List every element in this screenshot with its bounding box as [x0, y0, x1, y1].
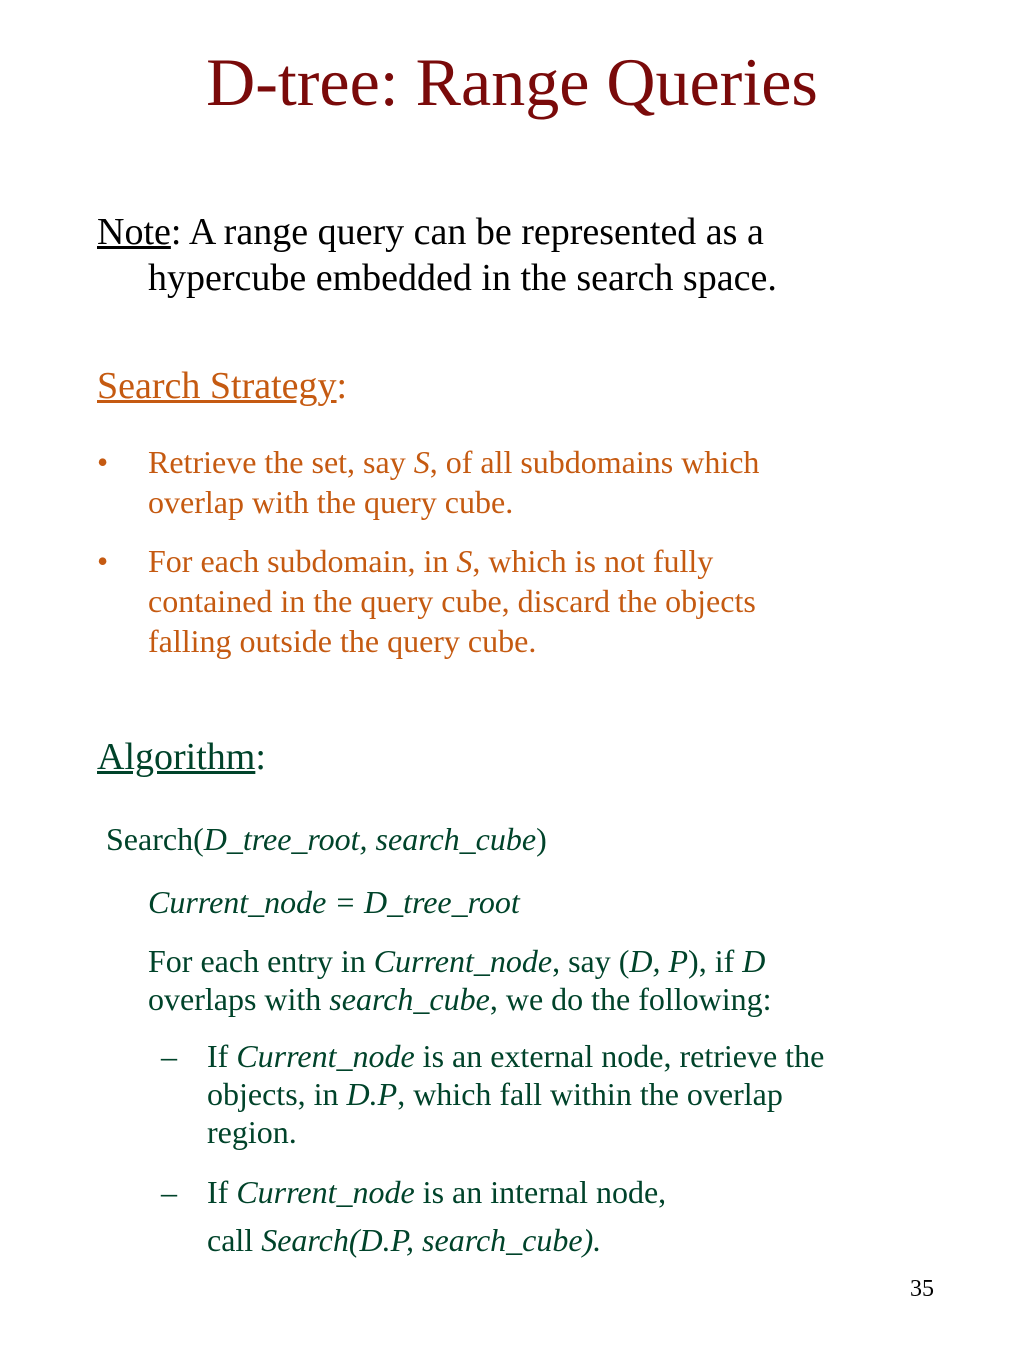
strategy-bullet-1: • Retrieve the set, say S, of all subdomains which overlap with the query cube.	[97, 444, 760, 520]
algorithm-foreach: For each entry in Current_node, say (D, P), if D overlaps with search_cube, we do the following:	[148, 943, 772, 1017]
bullet-marker: •	[97, 543, 109, 579]
dash-marker: –	[161, 1174, 177, 1210]
note-line-2: hypercube embedded in the search space.	[148, 257, 777, 299]
strategy-bullet-2: • For each subdomain, in S, which is not fully contained in the query cube, discard the objects falling outside the query cube.	[97, 543, 756, 659]
note-line-1: A range query can be represented as a	[181, 211, 764, 253]
strategy-heading: Search Strategy:	[97, 365, 348, 407]
slide-title: D-tree: Range Queries	[206, 44, 818, 120]
algorithm-signature: Search(D_tree_root, search_cube)	[106, 821, 547, 857]
note-paragraph: Note: A range query can be represented as a hypercube embedded in the search space.	[97, 209, 957, 301]
page-number: 35	[910, 1276, 934, 1302]
algorithm-case-internal: – If Current_node is an internal node, call Search(D.P, search_cube).	[161, 1174, 667, 1258]
note-label: Note	[97, 211, 171, 253]
algorithm-case-external: – If Current_node is an external node, retrieve the objects, in D.P, which fall within the overlap region.	[161, 1038, 825, 1150]
algorithm-assignment: Current_node = D_tree_root	[148, 884, 520, 920]
algorithm-heading: Algorithm:	[97, 736, 266, 778]
dash-marker: –	[161, 1038, 177, 1074]
bullet-marker: •	[97, 444, 109, 480]
